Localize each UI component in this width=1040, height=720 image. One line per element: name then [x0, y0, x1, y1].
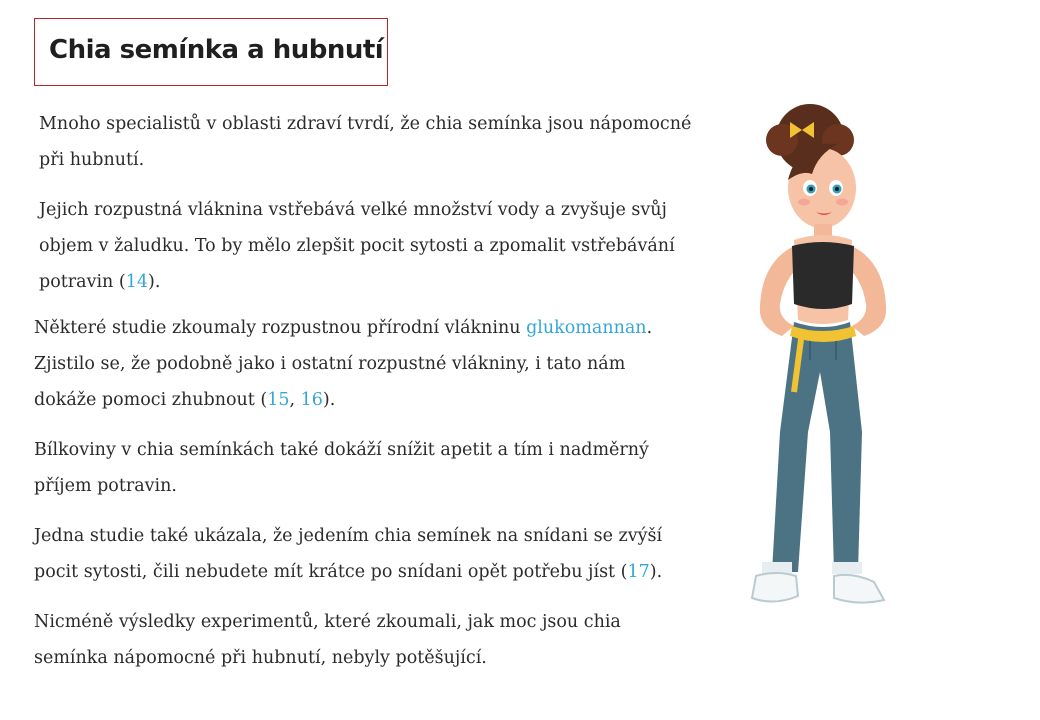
citation-link-16[interactable]: 16 [300, 390, 323, 410]
citation-link-17[interactable]: 17 [627, 562, 650, 582]
paragraph-line: Jedna studie také ukázala, že jedením chia semínek na snídani se zvýší [34, 526, 663, 546]
paragraph-line: Bílkoviny v chia semínkách také dokáží snížit apetit a tím i nadměrný [34, 440, 649, 460]
sports-top [792, 242, 854, 309]
paragraph-line: Některé studie zkoumaly rozpustnou přírodní vlákninu [34, 318, 527, 338]
paragraph-line: dokáže pomoci zhubnout ( [34, 390, 268, 410]
article-title-box [34, 18, 388, 86]
paragraph-line: pocit sytosti, čili nebudete mít krátce po snídani opět potřebu jíst ( [34, 562, 628, 582]
paragraph-line: při hubnutí. [39, 150, 145, 170]
citation-link-15[interactable]: 15 [267, 390, 290, 410]
paragraph-line: Zjistilo se, že podobně jako i ostatní rozpustné vlákniny, i tato nám [34, 354, 626, 374]
paragraph-line: semínka nápomocné při hubnutí, nebyly potěšující. [34, 648, 487, 668]
right-sneaker [834, 575, 884, 603]
paragraph-3: Některé studie zkoumaly rozpustnou přírodní vlákninu glukomannan. Zjistilo se, že podobně jako i ostatní rozpustné vlákniny, i tato nám dokáže pomoci zhubnout (15, 16). [34, 318, 653, 410]
woman-measuring-tape-illustration [710, 100, 930, 660]
jeans-cuff [832, 562, 862, 574]
paragraph-2: Jejich rozpustná vláknina vstřebává velké množství vody a zvyšuje svůj objem v žaludku. To by mělo zlepšit pocit sytosti a zpomalit vstřebávání potravin (14). [39, 200, 675, 292]
paragraph-line: Nicméně výsledky experimentů, které zkoumali, jak moc jsou chia [34, 612, 621, 632]
paragraph-line: objem v žaludku. To by mělo zlepšit pocit sytosti a zpomalit vstřebávání [39, 236, 675, 256]
glukomannan-link[interactable]: glukomannan [526, 318, 647, 338]
paragraph-line: potravin ( [39, 272, 126, 292]
paragraph-4 [34, 432, 649, 504]
paragraph-6 [34, 604, 621, 676]
paragraph-line: Jejich rozpustná vláknina vstřebává velké množství vody a zvyšuje svůj [39, 200, 667, 220]
paragraph-line: Mnoho specialistů v oblasti zdraví tvrdí, že chia semínka jsou nápomocné [39, 114, 692, 134]
paragraph-1 [39, 106, 691, 178]
left-sneaker [752, 573, 798, 602]
citation-link-14[interactable]: 14 [125, 272, 148, 292]
article-title: Chia semínka a hubnutí [49, 35, 384, 65]
paragraph-5: Jedna studie také ukázala, že jedením chia semínek na snídani se zvýší pocit sytosti, čili nebudete mít krátce po snídani opět potřebu jíst (17). [34, 526, 663, 582]
jeans [772, 322, 862, 572]
paragraph-line: příjem potravin. [34, 476, 177, 496]
